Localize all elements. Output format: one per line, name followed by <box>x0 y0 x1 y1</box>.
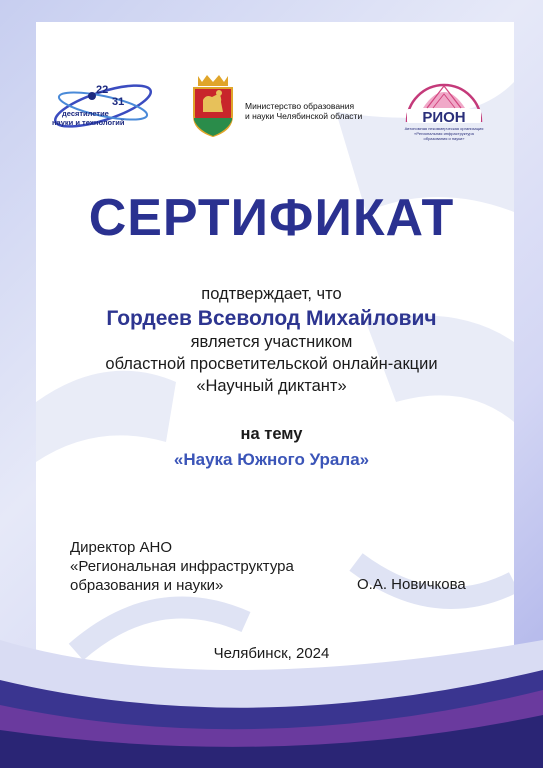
signer-position-line3: образования и науки» <box>70 577 224 594</box>
rion-logo-graphic <box>397 72 491 128</box>
decade-logo <box>48 76 158 136</box>
confirms-text: подтверждает, что <box>201 285 342 303</box>
rion-logo <box>397 72 491 128</box>
decade-line2: науки и технологий <box>52 118 125 127</box>
signer-position-line1: Директор АНО <box>70 539 173 556</box>
rion-caption-line2: «Региональная инфраструктура <box>414 131 474 136</box>
ministry-caption <box>245 101 362 121</box>
decade-number-top: 22 <box>96 84 109 96</box>
event-description: областной просветительской онлайн-акции <box>105 355 438 373</box>
event-name: «Научный диктант» <box>196 377 347 395</box>
rion-caption-line3: образования и науки» <box>423 136 465 141</box>
decade-line1: десятилетие <box>62 109 109 118</box>
coat-of-arms-emblem <box>188 72 238 138</box>
topic-name: «Наука Южного Урала» <box>173 450 370 469</box>
ministry-line2: и науки Челябинской области <box>245 111 363 121</box>
decade-logo-graphic <box>48 76 158 136</box>
ministry-line1: Министерство образования <box>245 101 355 111</box>
city-year: Челябинск, 2024 <box>213 645 330 662</box>
topic-label: на тему <box>240 425 303 443</box>
participant-text: является участником <box>190 333 353 351</box>
certificate-title: СЕРТИФИКАТ <box>88 189 455 247</box>
recipient-name: Гордеев Всеволод Михайлович <box>106 307 437 330</box>
rion-name: РИОН <box>422 109 466 126</box>
rion-caption <box>394 126 494 141</box>
signer-name: О.А. Новичкова <box>357 576 466 593</box>
signer-position-line2: «Региональная инфраструктура <box>70 558 294 575</box>
decade-number-bottom: 31 <box>112 96 125 108</box>
rion-caption-line1: Автономная некоммерческая организация <box>404 126 484 131</box>
coat-of-arms-graphic <box>188 72 238 138</box>
signature-block <box>70 538 294 595</box>
